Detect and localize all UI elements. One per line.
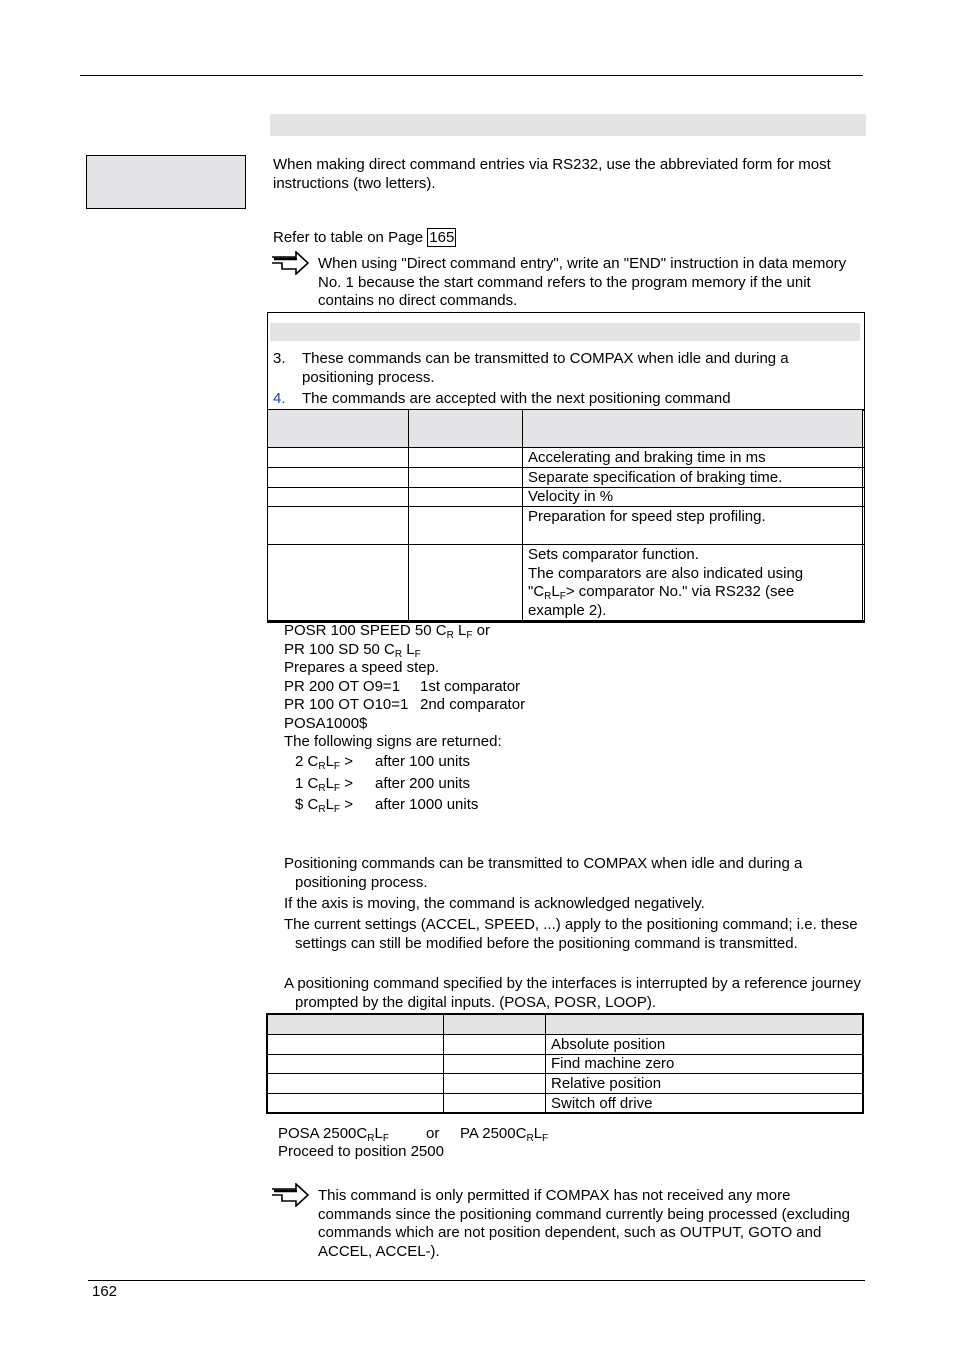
example1-line: PR 100 OT O10=1 — [284, 696, 409, 713]
table1-header — [268, 410, 863, 448]
note-arrow-icon — [270, 1183, 310, 1207]
command-box-heading — [270, 323, 860, 341]
table2-col — [545, 1013, 546, 1114]
table1-cell: The comparators are also indicated using — [528, 565, 804, 582]
return-meaning: after 200 units — [375, 775, 471, 792]
page-reference-link[interactable]: 165 — [429, 229, 455, 246]
example1-line: POSA1000$ — [284, 715, 368, 732]
margin-label-box — [86, 155, 246, 209]
table2-col — [443, 1013, 444, 1114]
return-sign: $ $C_RL_F$ > — [295, 796, 353, 815]
table1-cell: example 2). — [528, 602, 607, 619]
return-meaning: after 1000 units — [375, 796, 479, 813]
item-3-text: These commands can be transmitted to COMPAX when idle and during a positioning process. — [302, 350, 789, 386]
table2-cell: Find machine zero — [551, 1055, 675, 1072]
table2-col — [266, 1013, 268, 1114]
example1-comment: 1st comparator — [420, 678, 521, 695]
example1-line: PR 200 OT O9=1 — [284, 678, 401, 695]
table2-rule — [266, 1073, 864, 1074]
example1-comment: 2nd comparator — [420, 696, 526, 713]
example2-line: PA $2500C_RL_F$ — [460, 1125, 549, 1144]
example1-line: Prepares a speed step. — [284, 659, 440, 676]
example1-line: The following signs are returned: — [284, 733, 502, 750]
table1-rule — [267, 447, 864, 448]
table1-col — [522, 409, 523, 621]
example1-line: POSR 100 SPEED 50 $C_R$ $L_F$ or — [284, 622, 490, 641]
page-number: 162 — [92, 1283, 118, 1300]
table1-cell: Accelerating and braking time in ms — [528, 449, 766, 466]
positioning-note: If the axis is moving, the command is acknowledged negatively. — [284, 895, 705, 912]
table2-cell: Absolute position — [551, 1036, 666, 1053]
table1-rule — [267, 544, 864, 545]
section-heading-bar — [270, 114, 866, 136]
example2-description: Proceed to position 2500 — [278, 1143, 444, 1160]
item-4-number: 4. — [273, 390, 286, 407]
item-3-number: 3. — [273, 350, 286, 367]
table2-header — [268, 1015, 862, 1034]
table1-cell: Preparation for speed step profiling. — [528, 508, 766, 525]
note-arrow-icon — [270, 251, 310, 275]
table2-rule — [266, 1093, 864, 1094]
example2-line: POSA $2500C_RL_F$ — [278, 1125, 389, 1144]
positioning-note: A positioning command specified by the interfaces is interrupted by a reference journey prompted by the digital inputs. (POSA, POSR, LOOP). — [284, 975, 861, 1011]
table1-col — [862, 409, 863, 621]
positioning-note: Positioning commands can be transmitted to COMPAX when idle and during a positioning process. — [284, 855, 803, 891]
note-direct-command: When using "Direct command entry", write an "END" instruction in data memory No. 1 because the start command refers to the program memory if the unit contains no direct commands. — [318, 255, 847, 309]
return-meaning: after 100 units — [375, 753, 471, 770]
return-sign: 1 $C_RL_F$ > — [295, 775, 353, 794]
note-position-command: This command is only permitted if COMPAX has not received any more commands since the positioning command currently being processed (excluding commands which are not position dependent, such as OUTPUT, GOTO and ACCEL, ACCEL-). — [318, 1187, 850, 1260]
table1-cell: "$C_RL_F>$ comparator No." via RS232 (see — [528, 583, 795, 602]
item-4-text: The commands are accepted with the next positioning command — [302, 390, 731, 407]
example2-or: or — [426, 1125, 440, 1142]
example1-line: PR 100 SD 50 $C_R$ $L_F$ — [284, 641, 421, 660]
table2-cell: Switch off drive — [551, 1095, 653, 1112]
table2-col — [862, 1013, 864, 1114]
table1-rule — [267, 506, 864, 507]
table1-cell: Separate specification of braking time. — [528, 469, 783, 486]
table1-col — [408, 409, 409, 621]
table2-rule — [266, 1013, 864, 1015]
positioning-note: The current settings (ACCEL, SPEED, ...) apply to the positioning command; i.e. these settings can still be modified before the positioning command is transmitted. — [284, 916, 858, 952]
table1-rule — [267, 467, 864, 468]
table2-cell: Relative position — [551, 1075, 662, 1092]
intro-paragraph: When making direct command entries via RS232, use the abbreviated form for most instructions (two letters). — [273, 156, 831, 192]
refer-line: Refer to table on Page 165 — [273, 229, 455, 246]
return-sign: 2 $C_RL_F$ > — [295, 753, 353, 772]
table1-cell: Velocity in % — [528, 488, 614, 505]
table1-cell: Sets comparator function. — [528, 546, 699, 563]
table2-rule — [266, 1034, 864, 1035]
footer-rule — [88, 1280, 865, 1281]
header-rule — [80, 75, 863, 76]
table1-col — [267, 409, 268, 621]
